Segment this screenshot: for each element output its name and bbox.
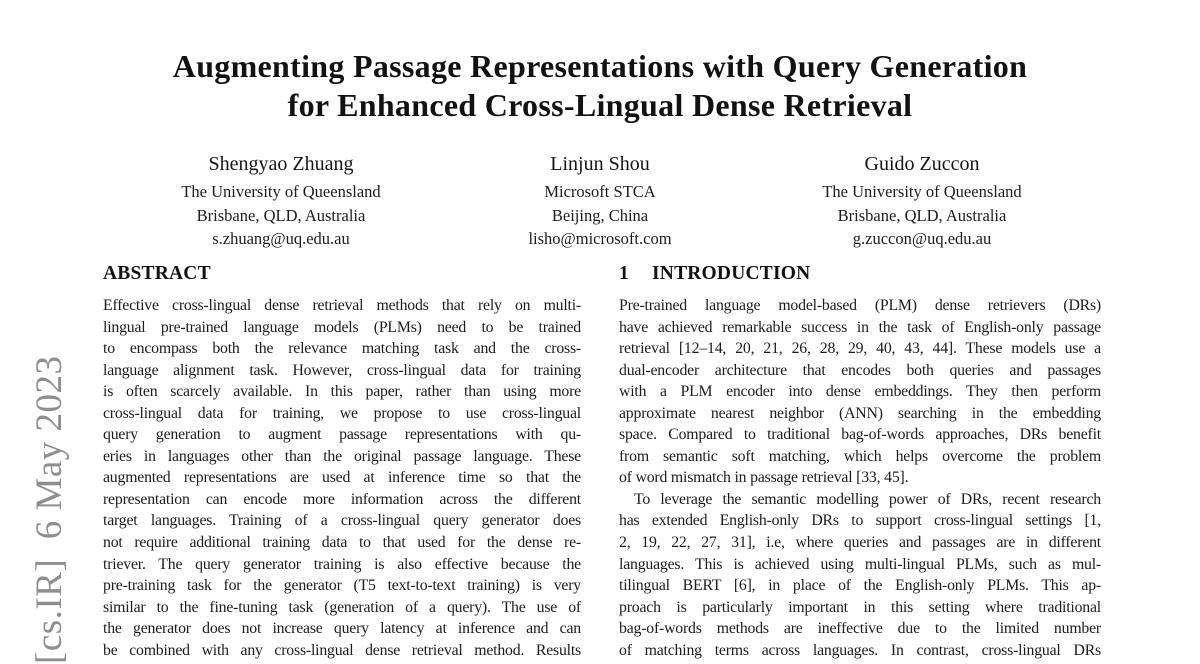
abstract-heading: ABSTRACT xyxy=(103,263,211,284)
arxiv-watermark: [cs.IR] 6 May 2023 xyxy=(29,355,70,664)
text-line: from semantic soft matching, which helps overcome the problem xyxy=(619,447,1101,465)
text-line: augmented representations are used at inference time so that the xyxy=(103,469,581,487)
text-line: have achieved remarkable success in the task of English-only passage xyxy=(619,318,1101,336)
text-line: eries in languages other than the original passage language. These xyxy=(103,447,581,465)
author-location: Beijing, China xyxy=(551,205,649,225)
text-line: space. Compared to traditional bag-of-words approaches, DRs benefit xyxy=(619,426,1101,444)
abstract-body xyxy=(103,295,581,661)
text-line: dual-encoder architecture that encodes both queries and passages xyxy=(619,361,1101,379)
author-email: lisho@microsoft.com xyxy=(528,229,672,248)
author-location: Brisbane, QLD, Australia xyxy=(196,205,366,225)
text-line: target languages. Training of a cross-lingual query generator does xyxy=(103,512,581,530)
paper-title-line-1: Augmenting Passage Representations with Query Generation xyxy=(172,48,1028,84)
text-line: is often scarcely available. In this paper, rather than using more xyxy=(103,383,581,401)
author-name: Linjun Shou xyxy=(550,153,650,175)
author-affiliation: Microsoft STCA xyxy=(544,182,656,201)
text-line: representation can encode more information across the different xyxy=(103,490,581,508)
author-block-3 xyxy=(762,151,1082,251)
text-line: with a PLM encoder into dense embeddings. They then perform xyxy=(619,383,1101,401)
text-line: lingual pre-trained language models (PLMs) need to be trained xyxy=(103,318,581,336)
paper-title-line-2: for Enhanced Cross-Lingual Dense Retrieval xyxy=(287,87,913,123)
text-line: approximate nearest neighbor (ANN) searching in the embedding xyxy=(619,404,1101,422)
text-line: be combined with any cross-lingual dense retrieval method. Results xyxy=(103,641,581,659)
introduction-body xyxy=(619,295,1101,661)
text-line: the generator does not increase query latency at inference and can xyxy=(103,620,581,638)
text-line: bag-of-words methods are ineffective due to the limited number xyxy=(619,620,1101,638)
author-name: Shengyao Zhuang xyxy=(208,153,354,175)
text-line: proach is particularly important in this setting where traditional xyxy=(619,598,1101,616)
text-line: 2, 19, 22, 27, 31], i.e, where queries and passages are in different xyxy=(619,534,1101,552)
author-affiliation: The University of Queensland xyxy=(181,182,381,201)
author-email: g.zuccon@uq.edu.au xyxy=(852,229,992,248)
paper-title xyxy=(0,47,1200,125)
author-location: Brisbane, QLD, Australia xyxy=(837,205,1007,225)
introduction-section xyxy=(619,264,1101,661)
text-line: has extended English-only DRs to support cross-lingual settings [1, xyxy=(619,512,1101,530)
text-line: Pre-trained language model-based (PLM) dense retrievers (DRs) xyxy=(619,297,1101,314)
text-line: similar to the fine-tuning task (generation of a query). The use of xyxy=(103,598,581,616)
text-line: pre-training task for the generator (T5 text-to-text training) is very xyxy=(103,577,581,595)
text-line: language alignment task. However, cross-lingual data for training xyxy=(103,361,581,379)
text-line: query generation to augment passage representations with qu- xyxy=(103,426,581,444)
section-number: 1 xyxy=(619,263,629,284)
author-affiliation: The University of Queensland xyxy=(822,182,1022,201)
author-block-1 xyxy=(121,151,441,251)
text-line: retrieval [12–14, 20, 21, 26, 28, 29, 40, 43, 44]. These models use a xyxy=(619,340,1101,358)
introduction-heading xyxy=(619,264,1101,284)
text-line: Effective cross-lingual dense retrieval methods that rely on multi- xyxy=(103,297,581,314)
section-title: INTRODUCTION xyxy=(652,263,811,284)
text-line: cross-lingual data for training, we propose to use cross-lingual xyxy=(103,404,581,422)
abstract-section xyxy=(103,264,581,661)
text-line: not require additional training data to that used for the dense re- xyxy=(103,534,581,552)
text-line: of word mismatch in passage retrieval [33, 45]. xyxy=(619,469,909,487)
author-email: s.zhuang@uq.edu.au xyxy=(212,229,350,248)
text-line: to encompass both the relevance matching task and the cross- xyxy=(103,340,581,358)
text-line: triever. The query generator training is also effective because the xyxy=(103,555,581,573)
text-line: To leverage the semantic modelling power of DRs, recent research xyxy=(634,490,1101,508)
author-block-2 xyxy=(440,151,760,251)
author-name: Guido Zuccon xyxy=(864,153,980,175)
text-line: languages. This is achieved using multi-lingual PLMs, such as mul- xyxy=(619,555,1101,573)
text-line: tilingual BERT [6], in place of the English-only PLMs. This ap- xyxy=(619,577,1101,595)
text-line: of matching terms across languages. In contrast, cross-lingual DRs xyxy=(619,641,1101,659)
